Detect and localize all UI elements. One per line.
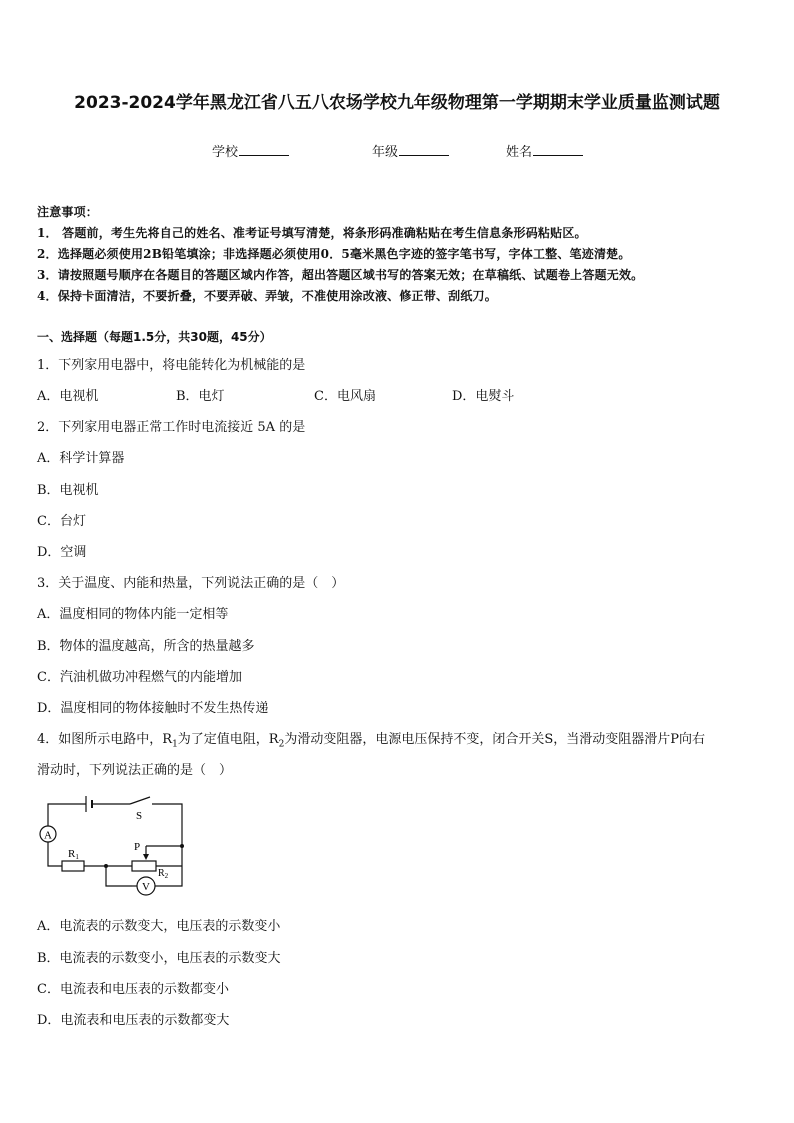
slider-label: P <box>134 841 141 853</box>
note-item: 1． 答题前，考生先将自己的姓名、准考证号填写清楚，将条形码准确粘贴在考生信息条形码粘贴区。 <box>37 226 587 240</box>
section-heading: 一、选择题（每题1.5分，共30题，45分） <box>37 330 272 344</box>
note-item: 2．选择题必须使用2B铅笔填涂；非选择题必须使用0．5毫米黑色字迹的签字笔书写，字体工整、笔迹清楚。 <box>37 247 631 261</box>
q1-option-a[interactable]: A．电视机 <box>37 389 99 404</box>
q4-option-a[interactable]: A．电流表的示数变大，电压表的示数变小 <box>37 919 281 934</box>
question-4-stem: 4．如图所示电路中，$R_1$为了定值电阻，$R_2$为滑动变阻器，电源电压保持不变，闭合开关S，当滑动变阻器滑片P向右 <box>37 732 705 750</box>
q4-option-d[interactable]: D．电流表和电压表的示数都变大 <box>37 1013 230 1028</box>
wire <box>106 866 132 886</box>
q3-option-b[interactable]: B．物体的温度越高，所含的热量越多 <box>37 639 255 654</box>
wire <box>160 848 182 886</box>
slider-arrow <box>143 854 149 860</box>
voltmeter-label: V <box>142 881 150 893</box>
wire <box>48 842 62 866</box>
note-item: 4．保持卡面清洁，不要折叠，不要弄破、弄皱，不准使用涂改液、修正带、刮纸刀。 <box>37 289 497 303</box>
exam-title: 2023-2024学年黑龙江省八五八农场学校九年级物理第一学期期末学业质量监测试题 <box>74 93 720 113</box>
q2-option-d[interactable]: D．空调 <box>37 545 87 560</box>
wire <box>152 804 182 848</box>
q2-option-b[interactable]: B．电视机 <box>37 483 99 498</box>
q1-option-b[interactable]: B．电灯 <box>176 389 225 404</box>
note-item: 3．请按照题号顺序在各题目的答题区域内作答，超出答题区域书写的答案无效；在草稿纸、试题卷上答题无效。 <box>37 268 644 282</box>
q4-option-c[interactable]: C．电流表和电压表的示数都变小 <box>37 982 229 997</box>
q2-option-a[interactable]: A．科学计算器 <box>37 451 125 466</box>
name-field[interactable]: 姓名 <box>506 141 583 160</box>
junction-dot <box>104 864 108 868</box>
r2-resistor <box>132 861 156 871</box>
ammeter-label: A <box>44 829 52 842</box>
q4-option-b[interactable]: B．电流表的示数变小，电压表的示数变大 <box>37 951 281 966</box>
question-2-stem: 2．下列家用电器正常工作时电流接近 5A 的是 <box>37 420 306 435</box>
switch-blade <box>130 797 150 804</box>
q3-option-d[interactable]: D．温度相同的物体接触时不发生热传递 <box>37 701 269 716</box>
notes-heading: 注意事项： <box>37 205 99 219</box>
grade-field[interactable]: 年级 <box>372 141 449 160</box>
circuit-diagram <box>34 794 194 898</box>
q1-option-d[interactable]: D．电熨斗 <box>452 389 515 404</box>
question-4-stem-line2: 滑动时，下列说法正确的是（ ） <box>37 763 233 778</box>
switch-label: S <box>136 810 143 822</box>
question-3-stem: 3．关于温度、内能和热量，下列说法正确的是（ ） <box>37 576 345 591</box>
r2-label: $R_2$ <box>158 868 169 880</box>
question-1-stem: 1．下列家用电器中，将电能转化为机械能的是 <box>37 358 306 373</box>
q3-option-c[interactable]: C．汽油机做功冲程燃气的内能增加 <box>37 670 242 685</box>
school-field[interactable]: 学校 <box>212 141 289 160</box>
r1-resistor <box>62 861 84 871</box>
r1-label: R1 <box>68 848 79 861</box>
q2-option-c[interactable]: C．台灯 <box>37 514 86 529</box>
wire <box>48 804 86 826</box>
q3-option-a[interactable]: A．温度相同的物体内能一定相等 <box>37 607 229 622</box>
junction-dot <box>180 844 184 848</box>
q1-option-c[interactable]: C．电风扇 <box>314 389 376 404</box>
